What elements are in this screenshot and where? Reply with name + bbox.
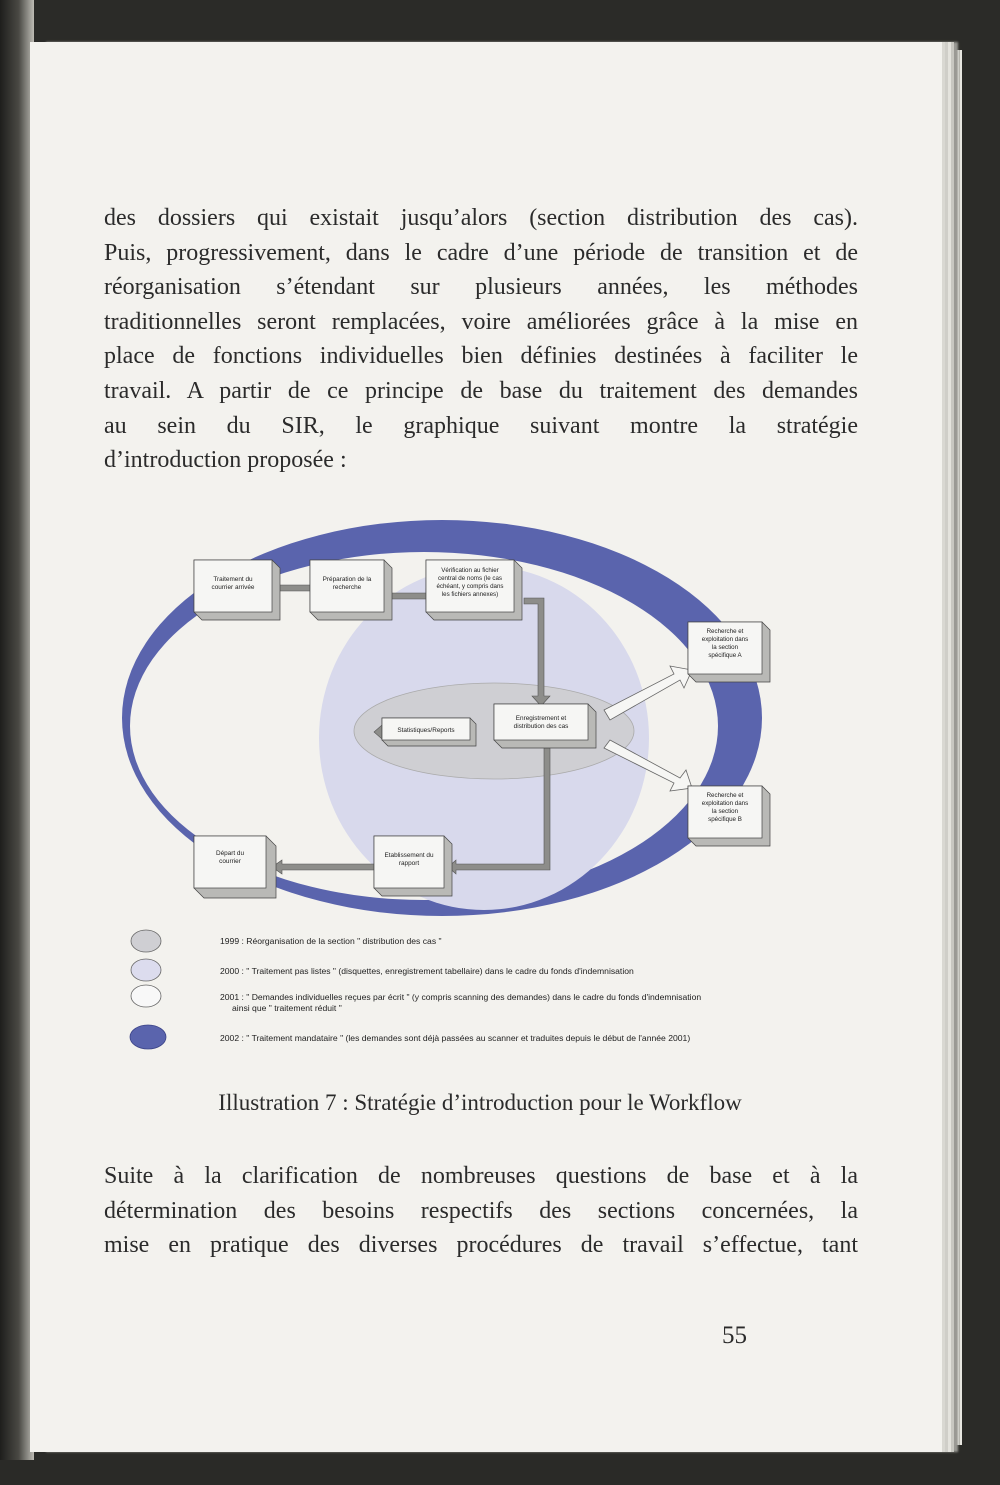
box-recherche-a	[688, 622, 770, 682]
text-line: des dossiers qui existait jusqu’alors (section distribution des cas).	[104, 205, 858, 231]
box-label: la section	[711, 808, 739, 815]
box-recherche-b	[688, 786, 770, 846]
scan-background	[0, 1460, 1000, 1485]
box-label: Traitement du	[213, 576, 253, 583]
text-line: place de fonctions individuelles bien définies destinées à faciliter le	[104, 343, 858, 370]
text-line: traditionnelles seront remplacées, voire améliorées grâce à la mise en	[104, 308, 858, 335]
legend-text: 2002 : " Traitement mandataire " (les demandes sont déjà passées au scanner et traduites depuis le début de l'année 2001)	[220, 1033, 691, 1043]
text-line: au sein du SIR, le graphique suivant montre la stratégie	[104, 412, 858, 439]
box-label: rapport	[398, 860, 420, 867]
box-label: distribution des cas	[513, 723, 569, 730]
box-label: les fichiers annexes)	[441, 591, 499, 598]
box-verification	[426, 560, 522, 620]
text-line: d’introduction proposée :	[104, 447, 347, 474]
legend-swatch-icon	[128, 1023, 168, 1051]
box-enregistrement	[494, 704, 596, 748]
text-line: Suite à la clarification de nombreuses questions de base et à la	[104, 1163, 858, 1189]
box-label: exploitation dans	[701, 636, 749, 643]
legend-text: 1999 : Réorganisation de la section " distribution des cas "	[220, 936, 442, 946]
box-label: recherche	[332, 584, 362, 591]
legend-text: 2001 : " Demandes individuelles reçues par écrit " (y compris scanning des demandes) dans le cadre du fonds d'indemnisation	[220, 992, 702, 1002]
box-label: exploitation dans	[701, 800, 749, 807]
box-label: Préparation de la	[322, 576, 372, 583]
box-label: Départ du	[215, 850, 245, 857]
figure-caption: Illustration 7 : Stratégie d’introduction pour le Workflow	[218, 1090, 742, 1115]
box-face	[494, 704, 588, 740]
legend-text: 2000 : " Traitement pas listes " (disquettes, enregistrement tabellaire) dans le cadre du fonds d'indemnisation	[220, 966, 634, 976]
text-line: détermination des besoins respectifs des sections concernées, la	[104, 1197, 858, 1224]
box-label: Etablissement du	[384, 852, 434, 859]
legend-swatch-icon	[128, 983, 164, 1009]
workflow-diagram	[104, 478, 804, 918]
box-traitement-courrier	[194, 560, 280, 620]
box-label: Recherche et	[706, 792, 744, 799]
box-label: échéant, y compris dans	[436, 583, 504, 590]
box-label: Enregistrement et	[515, 715, 567, 722]
box-label: Recherche et	[706, 628, 744, 635]
text-line: mise en pratique des diverses procédures de travail s’effectue, tant	[104, 1232, 858, 1259]
text-line: réorganisation s’étendant sur plusieurs années, les méthodes	[104, 274, 858, 301]
box-label: courrier arrivée	[211, 584, 255, 591]
legend-swatch-icon	[128, 957, 164, 983]
box-label: spécifique A	[708, 652, 742, 659]
box-etablissement-rapport	[374, 836, 452, 896]
text-line: Puis, progressivement, dans le cadre d’une période de transition et de	[104, 239, 858, 266]
scan-edge	[0, 0, 34, 1485]
legend-text: ainsi que " traitement réduit "	[232, 1003, 342, 1013]
box-label: la section	[711, 644, 739, 651]
box-label: Vérification au fichier	[441, 567, 499, 574]
paragraph-bottom	[104, 1159, 858, 1263]
box-statistiques	[382, 718, 476, 746]
box-preparation-recherche	[310, 560, 392, 620]
box-label: Statistiques/Reports	[397, 727, 455, 734]
legend-swatch-icon	[128, 928, 164, 954]
box-label: spécifique B	[708, 816, 742, 823]
box-depart-courrier	[194, 836, 276, 898]
paragraph-top	[104, 201, 858, 478]
page-number: 55	[722, 1322, 747, 1349]
box-label: central de noms (le cas	[438, 575, 502, 582]
box-label: courrier	[219, 858, 241, 865]
text-line: travail. A partir de ce principe de base du traitement des demandes	[104, 377, 858, 404]
